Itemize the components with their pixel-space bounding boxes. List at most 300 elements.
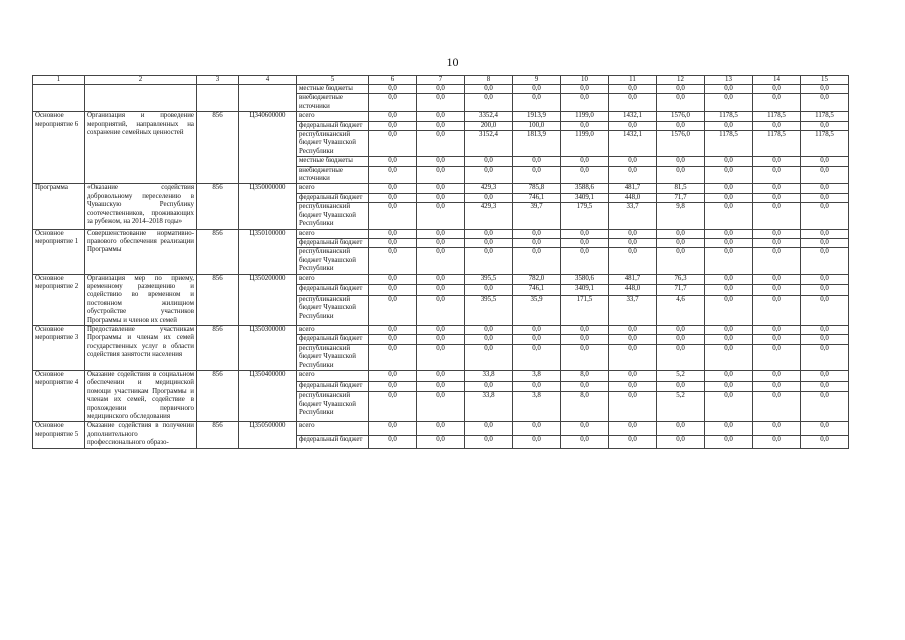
column-header-7: 7 <box>417 76 465 85</box>
budget-code-cell: Ц350300000 <box>239 325 297 370</box>
value-cell: 395,5 <box>465 274 513 285</box>
value-cell: 0,0 <box>561 94 609 112</box>
value-cell: 33,8 <box>465 392 513 422</box>
value-cell: 0,0 <box>609 325 657 334</box>
value-cell: 0,0 <box>801 166 849 184</box>
value-cell: 3580,6 <box>561 274 609 285</box>
funding-source-cell: республиканский бюджет Чувашской Республики <box>297 392 369 422</box>
value-cell: 0,0 <box>369 238 417 247</box>
value-cell: 0,0 <box>417 229 465 238</box>
value-cell: 0,0 <box>705 296 753 326</box>
value-cell: 0,0 <box>369 229 417 238</box>
value-cell: 0,0 <box>801 203 849 229</box>
value-cell: 0,0 <box>417 121 465 130</box>
event-type-cell: Основное мероприятие 5 <box>33 422 85 448</box>
value-cell: 1178,5 <box>801 131 849 157</box>
value-cell: 33,7 <box>609 203 657 229</box>
value-cell: 1913,9 <box>513 112 561 121</box>
value-cell: 448,0 <box>609 285 657 296</box>
budget-code-cell: Ц350400000 <box>239 371 297 422</box>
value-cell: 0,0 <box>705 248 753 274</box>
value-cell: 35,9 <box>513 296 561 326</box>
funding-source-cell: федеральный бюджет <box>297 381 369 392</box>
table-row <box>33 325 849 334</box>
value-cell: 1432,1 <box>609 112 657 121</box>
value-cell: 171,5 <box>561 296 609 326</box>
value-cell: 0,0 <box>753 248 801 274</box>
value-cell: 0,0 <box>609 85 657 94</box>
value-cell: 1813,9 <box>513 131 561 157</box>
event-type-cell: Основное мероприятие 4 <box>33 371 85 422</box>
funding-source-cell: федеральный бюджет <box>297 435 369 448</box>
value-cell: 0,0 <box>513 381 561 392</box>
budget-code-cell: Ц350200000 <box>239 274 297 325</box>
value-cell: 0,0 <box>417 285 465 296</box>
value-cell: 0,0 <box>417 238 465 247</box>
value-cell: 0,0 <box>753 371 801 382</box>
value-cell: 0,0 <box>369 325 417 334</box>
value-cell: 0,0 <box>465 344 513 370</box>
value-cell: 0,0 <box>369 157 417 166</box>
value-cell: 0,0 <box>561 121 609 130</box>
value-cell: 0,0 <box>753 274 801 285</box>
value-cell: 0,0 <box>753 325 801 334</box>
value-cell: 0,0 <box>657 94 705 112</box>
value-cell: 0,0 <box>705 392 753 422</box>
ministry-code-cell: 856 <box>197 274 239 325</box>
value-cell: 0,0 <box>561 344 609 370</box>
value-cell: 1576,0 <box>657 112 705 121</box>
value-cell: 429,3 <box>465 203 513 229</box>
value-cell: 0,0 <box>513 344 561 370</box>
value-cell: 0,0 <box>609 157 657 166</box>
value-cell: 0,0 <box>801 248 849 274</box>
value-cell: 0,0 <box>705 203 753 229</box>
value-cell: 0,0 <box>417 85 465 94</box>
value-cell: 0,0 <box>369 344 417 370</box>
value-cell: 0,0 <box>657 238 705 247</box>
value-cell: 0,0 <box>657 435 705 448</box>
value-cell: 785,8 <box>513 184 561 193</box>
value-cell: 0,0 <box>801 422 849 435</box>
event-type-cell: Основное мероприятие 6 <box>33 112 85 184</box>
value-cell: 0,0 <box>561 248 609 274</box>
value-cell: 0,0 <box>801 94 849 112</box>
value-cell: 0,0 <box>369 285 417 296</box>
event-name-cell: Совершенствование нормативно-правового обеспечения реализации Программы <box>85 229 197 274</box>
value-cell: 0,0 <box>465 248 513 274</box>
value-cell: 0,0 <box>369 371 417 382</box>
value-cell: 0,0 <box>513 94 561 112</box>
value-cell: 8,0 <box>561 371 609 382</box>
funding-source-cell: внебюджетные источники <box>297 166 369 184</box>
value-cell: 0,0 <box>753 392 801 422</box>
value-cell: 0,0 <box>369 184 417 193</box>
value-cell: 0,0 <box>369 85 417 94</box>
value-cell: 0,0 <box>657 229 705 238</box>
value-cell: 0,0 <box>753 157 801 166</box>
value-cell: 0,0 <box>753 203 801 229</box>
value-cell: 0,0 <box>705 238 753 247</box>
value-cell: 0,0 <box>657 344 705 370</box>
funding-source-cell: всего <box>297 112 369 121</box>
value-cell: 746,1 <box>513 285 561 296</box>
value-cell: 1178,5 <box>705 131 753 157</box>
column-header-8: 8 <box>465 76 513 85</box>
table-row <box>33 274 849 285</box>
event-type-cell: Программа <box>33 184 85 229</box>
column-header-1: 1 <box>33 76 85 85</box>
value-cell: 0,0 <box>801 121 849 130</box>
column-header-10: 10 <box>561 76 609 85</box>
value-cell: 0,0 <box>369 94 417 112</box>
value-cell: 0,0 <box>369 131 417 157</box>
value-cell: 0,0 <box>513 325 561 334</box>
table-row <box>33 229 849 238</box>
value-cell: 0,0 <box>369 296 417 326</box>
value-cell: 0,0 <box>465 229 513 238</box>
column-header-3: 3 <box>197 76 239 85</box>
value-cell: 0,0 <box>657 381 705 392</box>
budget-code-cell: Ц350100000 <box>239 229 297 274</box>
value-cell: 0,0 <box>801 85 849 94</box>
value-cell: 0,0 <box>657 157 705 166</box>
value-cell: 0,0 <box>417 112 465 121</box>
value-cell: 1178,5 <box>753 131 801 157</box>
value-cell: 0,0 <box>657 85 705 94</box>
value-cell: 0,0 <box>705 157 753 166</box>
funding-source-cell: федеральный бюджет <box>297 238 369 247</box>
ministry-code-cell: 856 <box>197 229 239 274</box>
value-cell: 0,0 <box>417 325 465 334</box>
funding-source-cell: всего <box>297 229 369 238</box>
funding-source-cell: федеральный бюджет <box>297 335 369 344</box>
value-cell: 0,0 <box>369 392 417 422</box>
value-cell: 0,0 <box>561 381 609 392</box>
table-row <box>33 184 849 193</box>
event-type-cell: Основное мероприятие 3 <box>33 325 85 370</box>
value-cell: 0,0 <box>657 248 705 274</box>
value-cell: 0,0 <box>465 85 513 94</box>
budget-code-cell: Ц350500000 <box>239 422 297 448</box>
value-cell: 71,7 <box>657 285 705 296</box>
value-cell: 0,0 <box>369 112 417 121</box>
column-header-2: 2 <box>85 76 197 85</box>
value-cell: 0,0 <box>801 229 849 238</box>
value-cell: 0,0 <box>465 94 513 112</box>
value-cell: 0,0 <box>561 85 609 94</box>
value-cell: 0,0 <box>465 381 513 392</box>
value-cell: 3352,4 <box>465 112 513 121</box>
value-cell: 0,0 <box>417 381 465 392</box>
value-cell: 8,0 <box>561 392 609 422</box>
value-cell: 0,0 <box>753 344 801 370</box>
value-cell: 0,0 <box>753 121 801 130</box>
value-cell: 0,0 <box>705 229 753 238</box>
column-header-9: 9 <box>513 76 561 85</box>
value-cell: 0,0 <box>417 184 465 193</box>
value-cell: 0,0 <box>801 285 849 296</box>
value-cell: 0,0 <box>801 325 849 334</box>
value-cell: 0,0 <box>705 371 753 382</box>
funding-source-cell: республиканский бюджет Чувашской Республики <box>297 131 369 157</box>
value-cell: 0,0 <box>417 435 465 448</box>
value-cell: 0,0 <box>561 325 609 334</box>
ministry-code-cell <box>197 85 239 112</box>
value-cell: 0,0 <box>753 335 801 344</box>
value-cell: 0,0 <box>417 392 465 422</box>
value-cell: 0,0 <box>609 248 657 274</box>
value-cell: 0,0 <box>705 344 753 370</box>
value-cell: 0,0 <box>801 392 849 422</box>
value-cell: 0,0 <box>513 335 561 344</box>
value-cell: 0,0 <box>417 422 465 435</box>
funding-source-cell: всего <box>297 422 369 435</box>
funding-source-cell: всего <box>297 274 369 285</box>
value-cell: 0,0 <box>465 157 513 166</box>
funding-source-cell: федеральный бюджет <box>297 121 369 130</box>
value-cell: 0,0 <box>705 121 753 130</box>
funding-source-cell: внебюджетные источники <box>297 94 369 112</box>
value-cell: 71,7 <box>657 193 705 202</box>
value-cell: 0,0 <box>657 325 705 334</box>
ministry-code-cell: 856 <box>197 325 239 370</box>
column-header-4: 4 <box>239 76 297 85</box>
value-cell: 481,7 <box>609 274 657 285</box>
budget-code-cell: Ц340600000 <box>239 112 297 184</box>
funding-source-cell: республиканский бюджет Чувашской Республики <box>297 248 369 274</box>
value-cell: 0,0 <box>369 248 417 274</box>
value-cell: 0,0 <box>801 193 849 202</box>
value-cell: 0,0 <box>417 274 465 285</box>
event-type-cell: Основное мероприятие 1 <box>33 229 85 274</box>
value-cell: 179,5 <box>561 203 609 229</box>
value-cell: 3,8 <box>513 392 561 422</box>
value-cell: 0,0 <box>705 435 753 448</box>
value-cell: 0,0 <box>753 296 801 326</box>
value-cell: 0,0 <box>753 193 801 202</box>
value-cell: 0,0 <box>465 166 513 184</box>
value-cell: 76,3 <box>657 274 705 285</box>
value-cell: 0,0 <box>513 166 561 184</box>
value-cell: 1576,0 <box>657 131 705 157</box>
value-cell: 1432,1 <box>609 131 657 157</box>
value-cell: 0,0 <box>609 166 657 184</box>
value-cell: 0,0 <box>657 335 705 344</box>
value-cell: 0,0 <box>561 238 609 247</box>
value-cell: 0,0 <box>417 248 465 274</box>
value-cell: 3409,1 <box>561 285 609 296</box>
event-name-cell: Организация и проведение мероприятий, направленных на сохранение семейных ценностей <box>85 112 197 184</box>
event-name-cell: Предоставление участникам Программы и членам их семей государственных услуг в области содействия занятости населения <box>85 325 197 370</box>
value-cell: 0,0 <box>657 166 705 184</box>
value-cell: 0,0 <box>369 166 417 184</box>
value-cell: 1199,0 <box>561 131 609 157</box>
value-cell: 0,0 <box>369 422 417 435</box>
column-header-13: 13 <box>705 76 753 85</box>
funding-source-cell: республиканский бюджет Чувашской Республики <box>297 344 369 370</box>
column-header-6: 6 <box>369 76 417 85</box>
value-cell: 0,0 <box>753 285 801 296</box>
value-cell: 0,0 <box>753 435 801 448</box>
value-cell: 0,0 <box>753 85 801 94</box>
value-cell: 1178,5 <box>705 112 753 121</box>
value-cell: 0,0 <box>801 238 849 247</box>
value-cell: 0,0 <box>465 435 513 448</box>
funding-source-cell: всего <box>297 184 369 193</box>
value-cell: 0,0 <box>609 121 657 130</box>
value-cell: 0,0 <box>609 435 657 448</box>
value-cell: 0,0 <box>801 335 849 344</box>
page-number: 10 <box>446 55 459 69</box>
value-cell: 0,0 <box>753 422 801 435</box>
value-cell: 0,0 <box>417 131 465 157</box>
value-cell: 0,0 <box>369 274 417 285</box>
column-header-12: 12 <box>657 76 705 85</box>
value-cell: 0,0 <box>369 435 417 448</box>
value-cell: 0,0 <box>609 229 657 238</box>
funding-source-cell: всего <box>297 371 369 382</box>
value-cell: 0,0 <box>753 381 801 392</box>
value-cell: 0,0 <box>801 435 849 448</box>
value-cell: 481,7 <box>609 184 657 193</box>
value-cell: 1178,5 <box>801 112 849 121</box>
value-cell: 0,0 <box>753 184 801 193</box>
column-number-header <box>33 76 849 85</box>
value-cell: 0,0 <box>561 166 609 184</box>
value-cell: 0,0 <box>609 371 657 382</box>
value-cell: 0,0 <box>609 422 657 435</box>
value-cell: 0,0 <box>417 94 465 112</box>
value-cell: 0,0 <box>369 121 417 130</box>
value-cell: 100,0 <box>513 121 561 130</box>
value-cell: 0,0 <box>417 193 465 202</box>
value-cell: 0,0 <box>369 203 417 229</box>
funding-source-cell: местные бюджеты <box>297 85 369 94</box>
value-cell: 0,0 <box>465 325 513 334</box>
value-cell: 0,0 <box>657 422 705 435</box>
value-cell: 0,0 <box>561 157 609 166</box>
value-cell: 0,0 <box>609 238 657 247</box>
value-cell: 0,0 <box>561 335 609 344</box>
column-header-14: 14 <box>753 76 801 85</box>
value-cell: 0,0 <box>417 166 465 184</box>
event-type-cell <box>33 85 85 112</box>
table-row <box>33 85 849 94</box>
value-cell: 0,0 <box>369 381 417 392</box>
funding-source-cell: федеральный бюджет <box>297 285 369 296</box>
value-cell: 0,0 <box>609 344 657 370</box>
value-cell: 81,5 <box>657 184 705 193</box>
value-cell: 3409,1 <box>561 193 609 202</box>
column-header-11: 11 <box>609 76 657 85</box>
budget-table <box>32 75 849 449</box>
value-cell: 5,2 <box>657 392 705 422</box>
ministry-code-cell: 856 <box>197 112 239 184</box>
value-cell: 33,7 <box>609 296 657 326</box>
value-cell: 0,0 <box>513 238 561 247</box>
value-cell: 0,0 <box>705 285 753 296</box>
value-cell: 3152,4 <box>465 131 513 157</box>
value-cell: 1199,0 <box>561 112 609 121</box>
event-type-cell: Основное мероприятие 2 <box>33 274 85 325</box>
value-cell: 0,0 <box>369 193 417 202</box>
value-cell: 0,0 <box>465 422 513 435</box>
value-cell: 0,0 <box>705 274 753 285</box>
table-row <box>33 371 849 382</box>
value-cell: 5,2 <box>657 371 705 382</box>
value-cell: 0,0 <box>753 94 801 112</box>
value-cell: 0,0 <box>657 121 705 130</box>
value-cell: 0,0 <box>513 435 561 448</box>
value-cell: 1178,5 <box>753 112 801 121</box>
value-cell: 0,0 <box>465 335 513 344</box>
value-cell: 0,0 <box>705 94 753 112</box>
value-cell: 0,0 <box>609 392 657 422</box>
value-cell: 0,0 <box>753 166 801 184</box>
value-cell: 0,0 <box>801 184 849 193</box>
value-cell: 39,7 <box>513 203 561 229</box>
value-cell: 200,0 <box>465 121 513 130</box>
event-name-cell <box>85 85 197 112</box>
value-cell: 0,0 <box>513 229 561 238</box>
value-cell: 0,0 <box>417 296 465 326</box>
ministry-code-cell: 856 <box>197 371 239 422</box>
value-cell: 0,0 <box>417 344 465 370</box>
value-cell: 0,0 <box>513 85 561 94</box>
value-cell: 9,8 <box>657 203 705 229</box>
value-cell: 0,0 <box>561 229 609 238</box>
value-cell: 0,0 <box>465 285 513 296</box>
value-cell: 0,0 <box>705 325 753 334</box>
value-cell: 448,0 <box>609 193 657 202</box>
value-cell: 0,0 <box>561 435 609 448</box>
value-cell: 0,0 <box>705 422 753 435</box>
event-name-cell: «Оказание содействия добровольному переселению в Чувашскую Республику соотечественников, проживающих за рубежом, на 2014–2018 годы» <box>85 184 197 229</box>
budget-code-cell: Ц350000000 <box>239 184 297 229</box>
value-cell: 0,0 <box>753 238 801 247</box>
column-header-5: 5 <box>297 76 369 85</box>
value-cell: 4,6 <box>657 296 705 326</box>
value-cell: 0,0 <box>513 157 561 166</box>
value-cell: 0,0 <box>609 381 657 392</box>
value-cell: 0,0 <box>417 203 465 229</box>
value-cell: 0,0 <box>417 335 465 344</box>
value-cell: 0,0 <box>417 371 465 382</box>
event-name-cell: Оказание содействия в социальном обеспечении и медицинской помощи участникам Программы и членам их семей, содействие в прохождении первичного медицинского обследования <box>85 371 197 422</box>
value-cell: 429,3 <box>465 184 513 193</box>
value-cell: 0,0 <box>801 296 849 326</box>
table-row <box>33 112 849 121</box>
table-body <box>33 85 849 449</box>
value-cell: 746,1 <box>513 193 561 202</box>
value-cell: 0,0 <box>801 371 849 382</box>
value-cell: 0,0 <box>801 381 849 392</box>
value-cell: 0,0 <box>609 335 657 344</box>
value-cell: 0,0 <box>801 344 849 370</box>
value-cell: 0,0 <box>513 248 561 274</box>
value-cell: 0,0 <box>369 335 417 344</box>
value-cell: 0,0 <box>801 274 849 285</box>
funding-source-cell: местные бюджеты <box>297 157 369 166</box>
column-header-15: 15 <box>801 76 849 85</box>
table-row <box>33 422 849 435</box>
value-cell: 0,0 <box>561 422 609 435</box>
value-cell: 0,0 <box>705 85 753 94</box>
event-name-cell: Организация мер по приему, временному размещению и содействию во временном и постоянном жилищном обустройстве участников Программы и членов их семей <box>85 274 197 325</box>
value-cell: 0,0 <box>465 193 513 202</box>
value-cell: 0,0 <box>705 381 753 392</box>
